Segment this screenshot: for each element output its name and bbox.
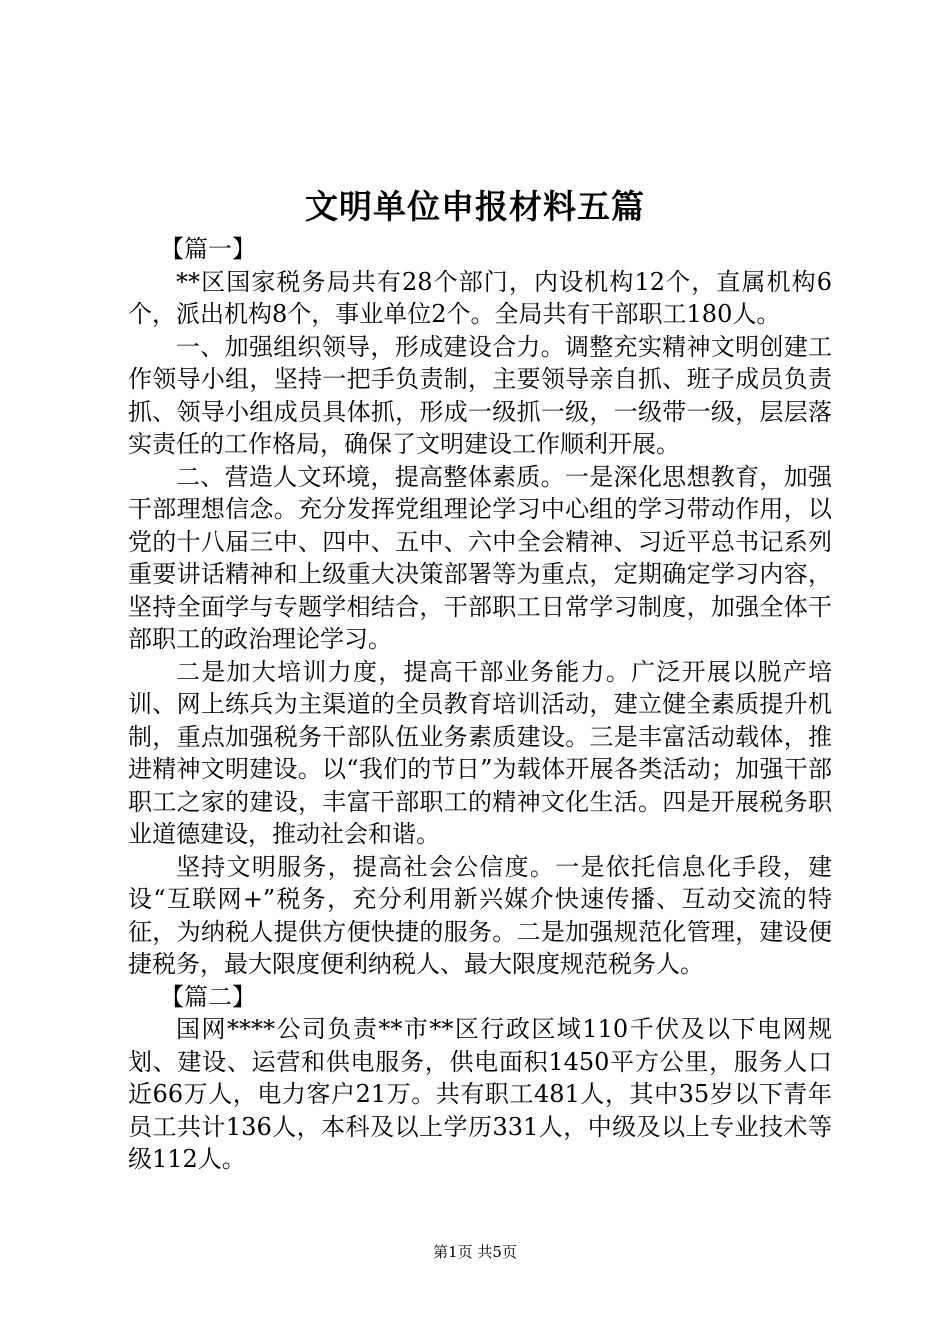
paragraph: 二是加大培训力度，提高干部业务能力。广泛开展以脱产培训、网上练兵为主渠道的全员教育培训活动，建立健全素质提升机制，重点加强税务干部队伍业务素质建设。三是丰富活动载体，推进精神文明建设。以“我们的节日”为载体开展各类活动；加强干部职工之家的建设，丰富干部职工的精神文化生活。四是开展税务职业道德建设，推动社会和谐。	[128, 657, 832, 848]
page-number-footer: 第1页 共5页	[433, 1243, 517, 1261]
paragraph: 国网****公司负责**市**区行政区域110千伏及以下电网规划、建设、运营和供电服务，供电面积1450平方公里，服务人口近66万人，电力客户21万。共有职工481人，其中35岁以下青年员工共计136人，本科及以上学历331人，中级及以上专业技术等级112人。	[128, 1015, 832, 1173]
document-title: 文明单位申报材料五篇	[305, 187, 645, 226]
paragraph: **区国家税务局共有28个部门，内设机构12个，直属机构6个，派出机构8个，事业单位2个。全局共有干部职工180人。	[128, 267, 832, 328]
document-body	[128, 233, 832, 1176]
paragraph: 二、营造人文环境，提高整体素质。一是深化思想教育，加强干部理想信念。充分发挥党组理论学习中心组的学习带动作用，以党的十八届三中、四中、五中、六中全会精神、习近平总书记系列重要讲话精神和上级重大决策部署等为重点，定期确定学习内容，坚持全面学与专题学相结合，干部职工日常学习制度，加强全体干部职工的政治理论学习。	[128, 462, 832, 653]
section-heading: 【篇二】	[160, 982, 256, 1011]
paragraph: 一、加强组织领导，形成建设合力。调整充实精神文明创建工作领导小组，坚持一把手负责制，主要领导亲自抓、班子成员负责抓、领导小组成员具体抓，形成一级抓一级，一级带一级，层层落实责任的工作格局，确保了文明建设工作顺利开展。	[128, 332, 832, 458]
section-heading: 【篇一】	[160, 235, 256, 263]
paragraph: 坚持文明服务，提高社会公信度。一是依托信息化手段，建设“互联网+”税务，充分利用新兴媒介快速传播、互动交流的特征，为纳税人提供方便快捷的服务。二是加强规范化管理，建设便捷税务，最大限度便利纳税人、最大限度规范税务人。	[128, 852, 832, 978]
